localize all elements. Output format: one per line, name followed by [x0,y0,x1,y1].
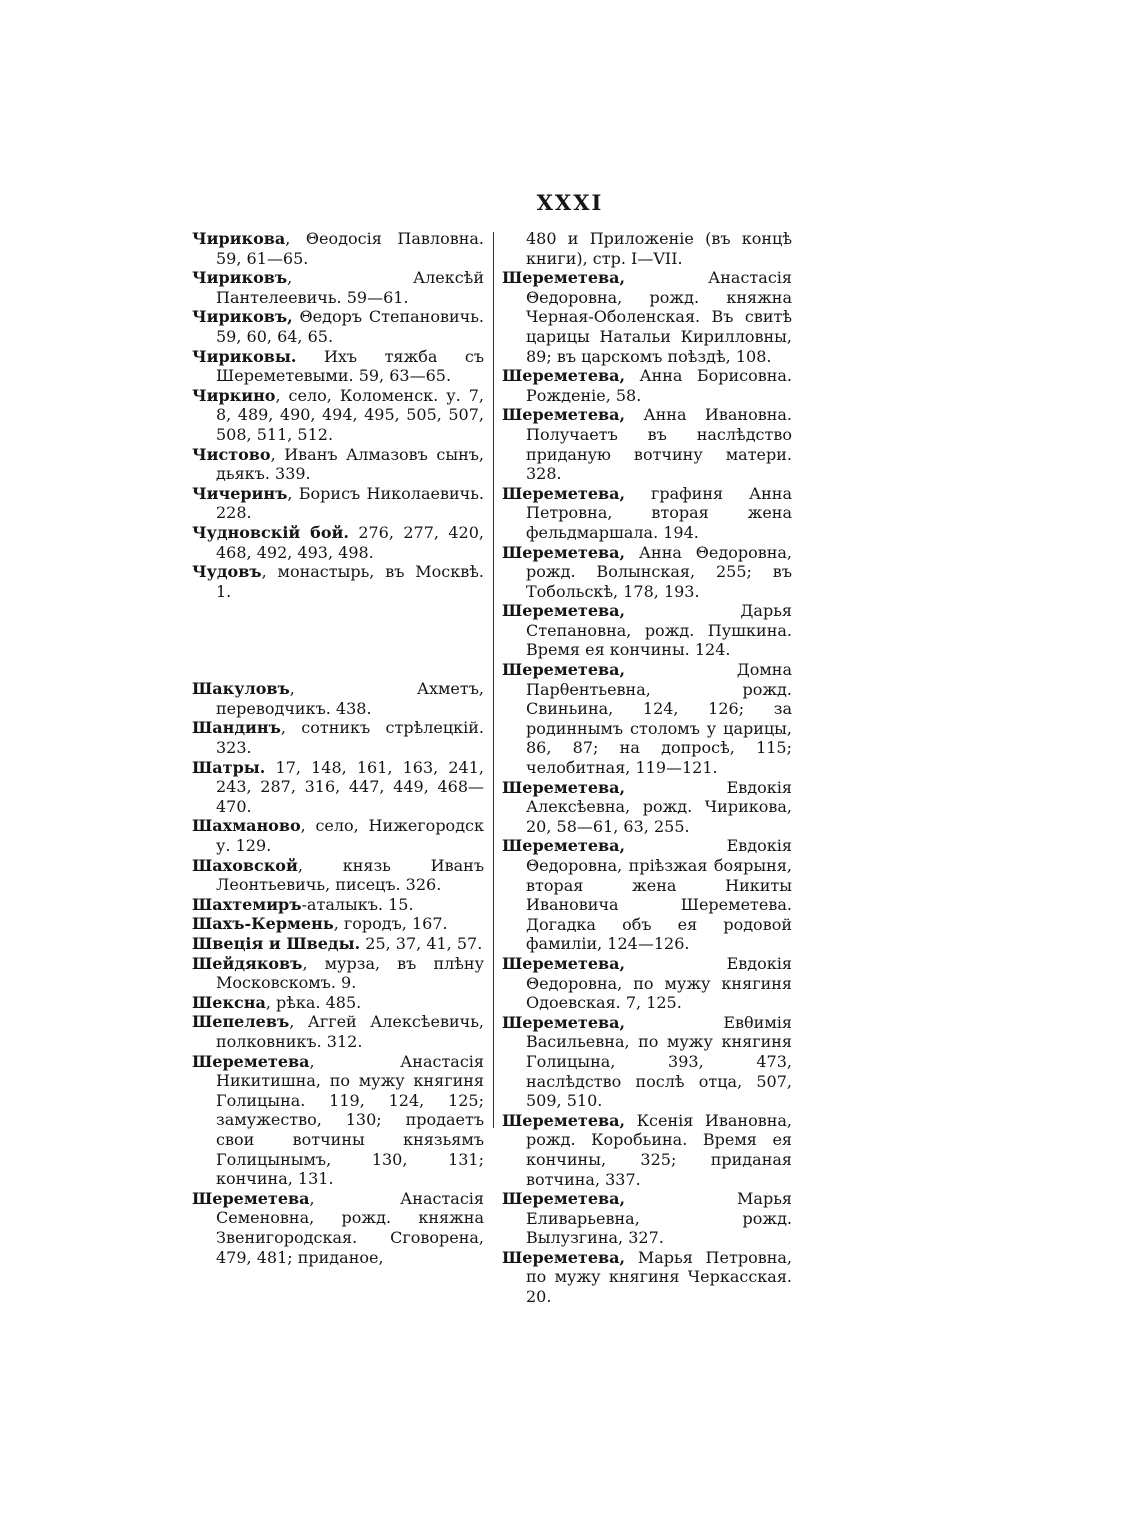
entry-text: , рѣка. 485. [265,992,362,1012]
entry-heading: Шереметева, [502,777,626,797]
entry-heading: Чиркино [192,385,276,405]
entry-heading: Шахъ-Кермень [192,914,334,934]
index-entry [192,679,484,718]
entry-text: Евдокія Алексѣевна, рожд. Чирикова, 20, 58—61, 63, 255. [526,777,792,836]
entry-heading: Чистово [192,444,271,464]
entry-heading: Шексна [192,992,266,1012]
index-entry [192,934,484,954]
index-entry [192,229,484,268]
entry-text: , Алексѣй Пантелеевичь. 59—61. [216,268,484,307]
entry-text: , Анастасія Семеновна, рожд. княжна Звенигородская. Сговорена, 479, 481; приданое, [216,1188,484,1267]
index-entry [192,562,484,601]
entry-text: Евдокія Θедоровна, пріѣзжая боярыня, вторая жена Никиты Ивановича Шереметева. Догадка объ ея родовой фамиліи, 124—126. [526,836,792,954]
index-entry [502,1111,792,1189]
right-column [502,229,792,1307]
entry-heading: Шереметева, [502,542,626,562]
index-entry [502,484,792,543]
entry-heading: Чудновскій бой. [192,522,349,542]
entry-heading: Шереметева, [502,953,626,973]
entry-text: , Θеодосія Павловна. 59, 61—65. [216,229,484,268]
entry-text: графиня Анна Петровна, вторая жена фельдмаршала. 194. [526,483,792,542]
entry-heading: Шереметева, [502,660,626,680]
entry-heading: Шахтемиръ [192,894,302,914]
index-entry [192,816,484,855]
entry-text: -аталыкъ. 15. [301,894,414,914]
entry-heading: Чириковы. [192,346,297,366]
entry-text: Евθимія Васильевна, по мужу княгиня Голицына, 393, 473, наслѣдство послѣ отца, 507, 509, 510. [526,1012,792,1111]
index-entry [192,1052,484,1189]
entry-heading: Шандинъ [192,718,281,738]
index-entry [502,954,792,1013]
entry-text: , Ахметъ, переводчикъ. 438. [216,679,484,718]
entry-heading: Шаховской [192,855,298,875]
entry-heading: Чириковъ [192,268,288,288]
entry-text: , сотникъ стрѣлецкій. 323. [216,718,484,758]
entry-text: , село, Коломенск. у. 7, 8, 489, 490, 494, 495, 505, 507, 508, 511, 512. [216,385,484,444]
entry-text: Евдокія Θедоровна, по мужу княгиня Одоевская. 7, 125. [526,953,792,1013]
entry-text: , Борисъ Николаевичь. 228. [216,483,484,523]
index-entry [502,1248,792,1307]
index-entry [502,1013,792,1111]
index-entry [192,445,484,484]
entry-heading: Шереметева, [502,1110,626,1130]
entry-heading: Шереметева, [502,268,626,288]
entry-heading: Шереметева, [502,836,626,856]
entry-heading: Шереметева, [502,1012,626,1032]
entry-heading: Чириковъ, [192,307,293,327]
entry-text: Анна Борисовна. Рожденіе, 58. [526,366,792,405]
index-entry [192,856,484,895]
column-divider [493,232,494,1128]
index-entry [192,1012,484,1051]
entry-text: Домна Парθентьевна, рожд. Свиньина, 124, 126; за родиннымъ столомъ у царицы, 86, 87; на допросѣ, 115; челобитная, 119—121. [526,660,792,778]
entry-heading: Шепелевъ [192,1012,290,1032]
entry-text: , монастырь, въ Москвѣ. 1. [216,562,484,601]
entry-heading: Чудовъ [192,562,262,582]
entry-heading: Шереметева, [502,601,626,621]
index-entry [502,660,792,778]
entry-heading: Шереметева [192,1188,310,1208]
entry-heading: Швеція и Шведы. [192,934,361,953]
entry-text: 17, 148, 161, 163, 241, 243, 287, 316, 447, 449, 468—470. [216,757,484,816]
index-entry [192,484,484,523]
index-entry [192,914,484,934]
entry-text: , городъ, 167. [333,914,448,934]
left-column [192,229,484,1267]
index-entry [192,386,484,445]
entry-heading: Шатры. [192,757,266,777]
index-entry [192,758,484,817]
entry-text: Ксенія Ивановна, рожд. Коробьина. Время ея кончины, 325; приданая вотчина, 337. [526,1110,792,1189]
index-entry [502,366,792,405]
entry-text: Дарья Степановна, рожд. Пушкина. Время ея кончины. 124. [526,601,792,660]
entry-text: , мурза, въ плѣну Московскомъ. 9. [216,953,484,993]
entry-text: , Аггей Алексѣевичь, полковникъ. 312. [216,1012,484,1051]
entry-text: Ихъ тяжба съ Шереметевыми. 59, 63—65. [216,346,484,386]
entry-text: , Иванъ Алмазовъ сынъ, дьякъ. 339. [216,444,484,484]
index-entry [192,718,484,757]
index-entry [502,268,792,366]
index-entry [502,543,792,602]
entry-heading: Шереметева, [502,405,626,425]
index-entry [502,405,792,483]
entry-heading: Шакуловъ [192,679,290,699]
entry-text: Анастасія Θедоровна, рожд. княжна Черная-Оболенская. Въ свитѣ царицы Натальи Кирилловны, 89; въ царскомъ поѣздѣ, 108. [526,268,792,366]
entry-text: , Анастасія Никитишна, по мужу княгиня Голицына. 119, 124, 125; замужество, 130; продаетъ свои вотчины князьямъ Голицынымъ, 130, 131; кончина, 131. [216,1051,484,1189]
entry-text: Марья Еливарьевна, рожд. Вылузгина, 327. [526,1189,792,1248]
index-entry [502,1189,792,1248]
entry-heading: Шереметева, [502,1247,626,1267]
entry-heading: Шереметева, [502,483,626,503]
entry-text: , князь Иванъ Леонтьевичь, писецъ. 326. [216,855,484,895]
entry-text: Марья Петровна, по мужу княгиня Черкасская. 20. [526,1247,792,1307]
entry-text: Анна Ивановна. Получаетъ въ наслѣдство приданую вотчину матери. 328. [526,405,792,484]
index-entry [192,895,484,915]
entry-list-sha [192,679,484,1267]
entry-text: 25, 37, 41, 57. [360,934,483,953]
entry-list-chi [192,229,484,601]
index-entry [192,347,484,386]
entry-heading: Шереметева [192,1051,310,1071]
index-entry [502,601,792,660]
page-number: XXXI [536,190,604,215]
continued-entry: 480 и Приложеніе (въ концѣ книги), стр. I—VII. [526,229,792,268]
entry-text: 276, 277, 420, 468, 492, 493, 498. [216,522,484,562]
entry-text: Анна Θедоровна, рожд. Волынская, 255; въ Тобольскѣ, 178, 193. [526,542,792,601]
index-entry [192,307,484,346]
entry-list-sheremeteva [502,268,792,1306]
entry-heading: Шахманово [192,816,301,836]
index-entry [192,523,484,562]
index-entry [192,1189,484,1267]
index-entry [502,778,792,837]
entry-text: Θедоръ Степановичь. 59, 60, 64, 65. [216,307,484,346]
entry-heading: Шереметева, [502,1189,626,1209]
index-entry [192,993,484,1013]
entry-heading: Шейдяковъ [192,953,303,973]
index-entry [502,836,792,954]
index-entry [192,954,484,993]
entry-text: , село, Нижегородск у. 129. [216,816,484,856]
entry-heading: Чирикова [192,229,286,248]
section-gap [192,601,484,679]
entry-heading: Чичеринъ [192,483,288,503]
entry-heading: Шереметева, [502,366,626,386]
index-entry [192,268,484,307]
